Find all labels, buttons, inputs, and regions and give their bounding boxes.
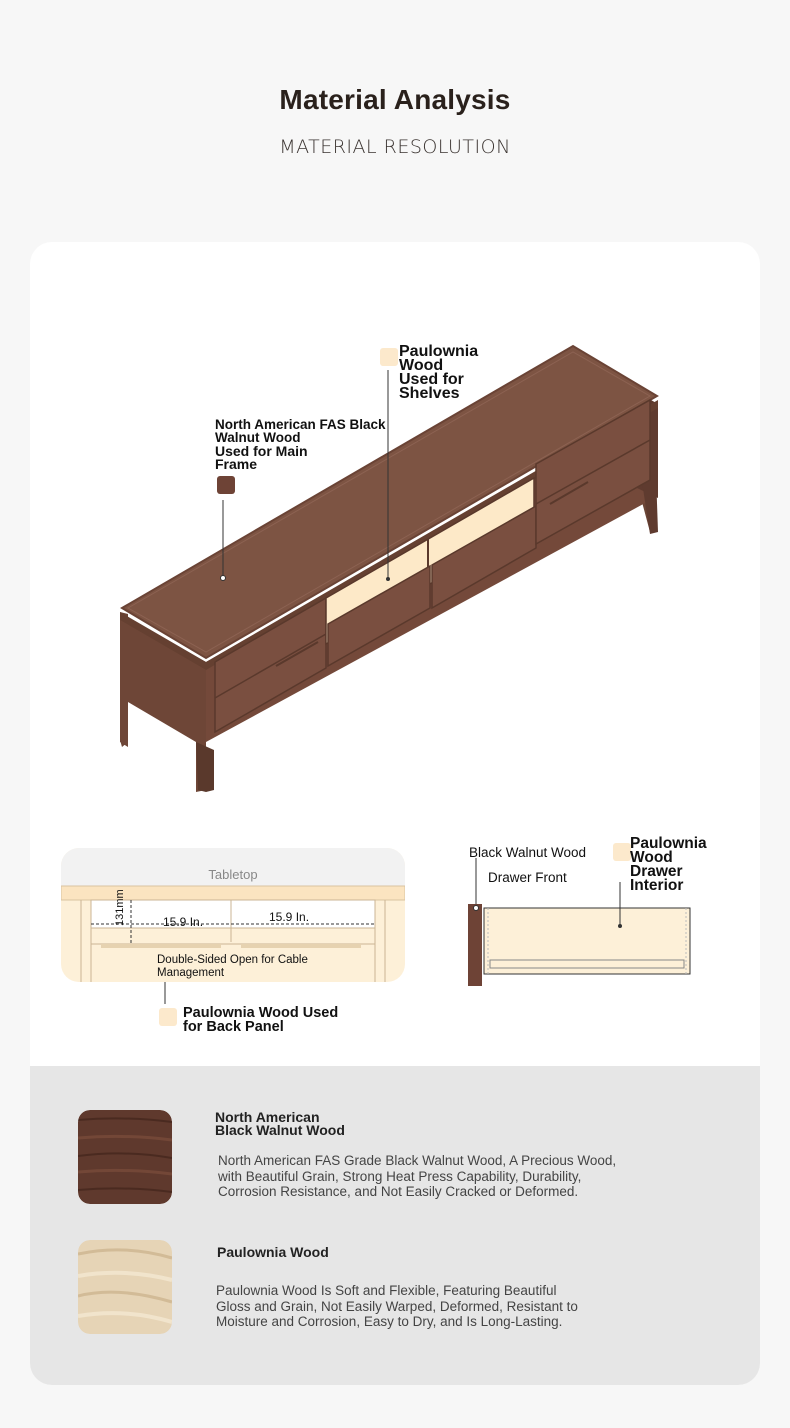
drawer-paulownia-line: Drawer — [630, 863, 683, 880]
paulownia-material-description — [216, 1283, 656, 1330]
paulownia-label-line: Paulownia — [399, 343, 479, 360]
tabletop-section — [61, 848, 405, 982]
tv-cabinet-illustration — [30, 242, 760, 802]
cable-management-label — [157, 954, 308, 980]
materials-section — [30, 1066, 760, 1385]
walnut-material-title — [215, 1111, 345, 1137]
page-title: Material Analysis — [279, 84, 511, 115]
paulownia-label-line: Used for — [399, 371, 464, 388]
dim-right-label: 15.9 In. — [269, 910, 310, 924]
walnut-title-line: North American — [215, 1109, 320, 1125]
back-panel-swatch — [159, 1008, 177, 1026]
material-card — [30, 242, 760, 1385]
paulownia-shelves-label — [399, 345, 478, 401]
walnut-desc-line: Corrosion Resistance, and Not Easily Cracked or Deformed. — [218, 1184, 579, 1199]
drawer-paulownia-line: Paulownia — [630, 835, 707, 852]
walnut-label-line: Walnut Wood — [215, 430, 301, 445]
walnut-wood-sample-image — [78, 1110, 172, 1204]
page-subtitle: MATERIAL RESOLUTION — [279, 136, 511, 158]
drawer-paulownia-line: Interior — [630, 877, 684, 894]
walnut-frame-label — [215, 418, 386, 471]
cable-label-line: Management — [157, 967, 225, 979]
drawer-front-label: Drawer Front — [488, 870, 567, 885]
drawer-section-drawing — [460, 852, 700, 992]
walnut-label-line: Used for Main — [215, 443, 308, 459]
paulownia-title-line: Paulownia Wood — [217, 1244, 329, 1260]
paulownia-wood-sample-image — [78, 1240, 172, 1334]
cable-label-line: Double-Sided Open for Cable — [157, 954, 308, 966]
tabletop-label: Tabletop — [61, 848, 405, 886]
walnut-label-line: North American FAS Black — [215, 417, 386, 432]
paulownia-desc-line: Moisture and Corrosion, Easy to Dry, and Is Long-Lasting. — [216, 1314, 563, 1329]
walnut-label-line: Frame — [215, 456, 258, 472]
walnut-desc-line: North American FAS Grade Black Walnut Wood, A Precious Wood, — [218, 1153, 617, 1168]
back-panel-line: Paulownia Wood Used — [183, 1005, 339, 1021]
walnut-desc-line: with Beautiful Grain, Strong Heat Press Capability, Durability, — [218, 1168, 582, 1184]
back-panel-pointer — [160, 982, 170, 1006]
drawer-paulownia-line: Wood — [630, 849, 673, 866]
back-panel-line: for Back Panel — [183, 1019, 284, 1035]
paulownia-desc-line: Gloss and Grain, Not Easily Warped, Deformed, Resistant to — [216, 1298, 578, 1314]
drawer-walnut-label: Black Walnut Wood — [469, 845, 587, 860]
paulownia-swatch — [380, 348, 398, 366]
paulownia-label-line: Wood — [399, 357, 444, 374]
back-panel-label — [183, 1006, 338, 1034]
walnut-material-description — [218, 1153, 658, 1200]
walnut-swatch — [217, 476, 235, 494]
paulownia-material-title — [217, 1246, 329, 1259]
walnut-title-line: Black Walnut Wood — [215, 1122, 345, 1138]
paulownia-desc-line: Paulownia Wood Is Soft and Flexible, Featuring Beautiful — [216, 1283, 557, 1298]
dim-left-label: 15.9 In. — [163, 915, 204, 929]
dim-vertical-label: 131mm — [114, 889, 126, 926]
paulownia-label-line: Shelves — [399, 385, 460, 402]
